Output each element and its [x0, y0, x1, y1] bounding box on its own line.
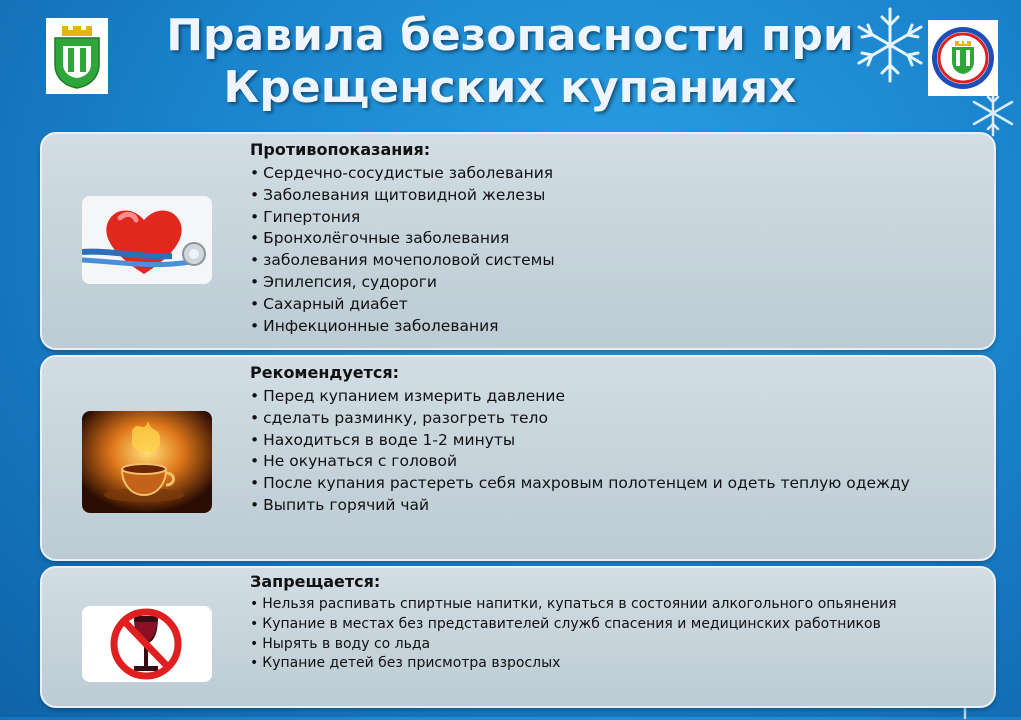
list-item: • Выпить горячий чай: [250, 495, 910, 517]
recommendations-panel: [40, 355, 996, 561]
recommendations-list: [250, 386, 910, 517]
section-heading: Противопоказания:: [250, 140, 431, 159]
list-item: • Купание детей без присмотра взрослых: [250, 654, 897, 674]
list-item: • Перед купанием измерить давление: [250, 386, 910, 408]
no-alcohol-icon: [82, 606, 212, 682]
tea-cup-icon: [82, 411, 212, 513]
prohibitions-list: [250, 595, 897, 674]
list-item: • После купания растереть себя махровым полотенцем и одеть теплую одежду: [250, 473, 910, 495]
title-line-1: Правила безопасности при: [166, 10, 854, 61]
section-heading: Рекомендуется:: [250, 363, 400, 382]
contraindications-list: [250, 163, 555, 337]
list-item: • Гипертония: [250, 207, 555, 229]
list-item: • Бронхолёгочные заболевания: [250, 228, 555, 250]
page-title: [120, 10, 900, 114]
coat-of-arms-icon: [50, 22, 104, 90]
list-item: • сделать разминку, разогреть тело: [250, 408, 910, 430]
contraindications-panel: [40, 132, 996, 350]
list-item: • Не окунаться с головой: [250, 451, 910, 473]
city-coat-of-arms-logo: [46, 18, 108, 94]
list-item: • Находиться в воде 1-2 минуты: [250, 430, 910, 452]
list-item: • Нельзя распивать спиртные напитки, купаться в состоянии алкогольного опьянения: [250, 595, 897, 615]
list-item: • Заболевания щитовидной железы: [250, 185, 555, 207]
hot-tea-image: [82, 411, 212, 513]
no-alcohol-image: [82, 606, 212, 682]
emblem-icon: [930, 25, 996, 91]
emblem-logo: [928, 20, 998, 96]
prohibitions-panel: [40, 566, 996, 708]
title-line-2: Крещенских купаниях: [223, 62, 797, 113]
list-item: • Нырять в воду со льда: [250, 635, 897, 655]
section-heading: Запрещается:: [250, 572, 381, 591]
list-item: • Сахарный диабет: [250, 294, 555, 316]
heart-stethoscope-image: [82, 196, 212, 284]
heart-icon: [82, 196, 212, 284]
list-item: • Инфекционные заболевания: [250, 316, 555, 338]
list-item: • Купание в местах без представителей служб спасения и медицинских работников: [250, 615, 897, 635]
list-item: • Эпилепсия, судороги: [250, 272, 555, 294]
list-item: • заболевания мочеполовой системы: [250, 250, 555, 272]
list-item: • Сердечно-сосудистые заболевания: [250, 163, 555, 185]
